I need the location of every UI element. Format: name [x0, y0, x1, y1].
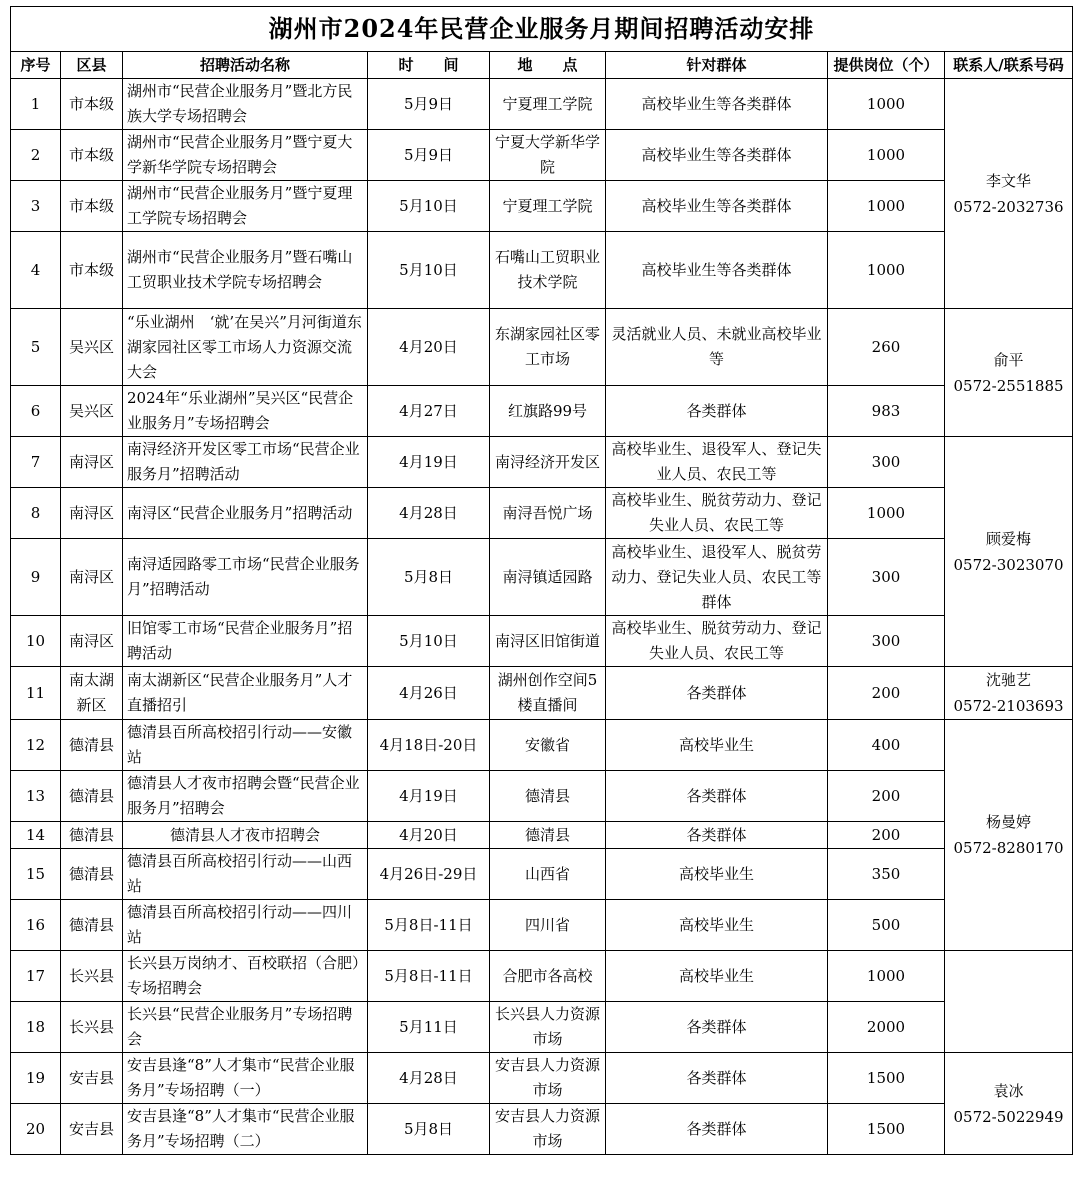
row-time: 5月8日-11日 [368, 900, 490, 951]
row-no: 16 [11, 900, 61, 951]
row-no: 5 [11, 309, 61, 386]
header-contact: 联系人/联系号码 [945, 52, 1073, 79]
row-activity-name: 德清县百所高校招引行动——安徽站 [123, 720, 368, 771]
row-positions: 1000 [828, 130, 945, 181]
row-no: 4 [11, 232, 61, 309]
contact-phone: 0572-2551885 [953, 376, 1064, 395]
table-row [11, 1104, 1073, 1155]
header-place: 地 点 [490, 52, 606, 79]
row-district: 德清县 [61, 720, 123, 771]
row-positions: 300 [828, 539, 945, 616]
row-time: 5月11日 [368, 1002, 490, 1053]
table-row [11, 822, 1073, 849]
row-place: 南浔区旧馆街道 [490, 616, 606, 667]
row-no: 14 [11, 822, 61, 849]
row-no: 12 [11, 720, 61, 771]
row-place: 安徽省 [490, 720, 606, 771]
header-target-group: 针对群体 [606, 52, 828, 79]
header-row [11, 52, 1073, 79]
contact-cell [945, 1053, 1073, 1155]
row-time: 5月8日-11日 [368, 951, 490, 1002]
row-activity-name: 长兴县万岗纳才、百校联招（合肥）专场招聘会 [123, 951, 368, 1002]
contact-cell-empty [945, 951, 1073, 1053]
row-time: 5月10日 [368, 181, 490, 232]
row-district: 市本级 [61, 79, 123, 130]
table-row [11, 181, 1073, 232]
row-target-group: 高校毕业生、退役军人、脱贫劳动力、登记失业人员、农民工等群体 [606, 539, 828, 616]
row-district: 安吉县 [61, 1104, 123, 1155]
row-district: 吴兴区 [61, 309, 123, 386]
contact-name: 俞平 [993, 350, 1024, 369]
table-row [11, 488, 1073, 539]
contact-name: 顾爱梅 [986, 529, 1032, 548]
table-row [11, 1053, 1073, 1104]
table-row [11, 232, 1073, 309]
row-target-group: 各类群体 [606, 1104, 828, 1155]
row-place: 红旗路99号 [490, 386, 606, 437]
row-time: 4月18日-20日 [368, 720, 490, 771]
row-positions: 1500 [828, 1053, 945, 1104]
row-target-group: 高校毕业生、退役军人、登记失业人员、农民工等 [606, 437, 828, 488]
table-row [11, 386, 1073, 437]
row-activity-name: 安吉县逢“8”人才集市“民营企业服务月”专场招聘（一） [123, 1053, 368, 1104]
row-time: 5月10日 [368, 232, 490, 309]
row-district: 南太湖新区 [61, 667, 123, 720]
row-positions: 400 [828, 720, 945, 771]
row-activity-name: 2024年“乐业湖州”吴兴区“民营企业服务月”专场招聘会 [123, 386, 368, 437]
row-positions: 200 [828, 771, 945, 822]
row-activity-name: 湖州市“民营企业服务月”暨宁夏理工学院专场招聘会 [123, 181, 368, 232]
row-place: 合肥市各高校 [490, 951, 606, 1002]
contact-name: 沈驰艺 [986, 671, 1032, 689]
row-target-group: 高校毕业生等各类群体 [606, 130, 828, 181]
row-place: 湖州创作空间5楼直播间 [490, 667, 606, 720]
row-district: 市本级 [61, 232, 123, 309]
row-activity-name: 德清县百所高校招引行动——山西站 [123, 849, 368, 900]
row-positions: 1000 [828, 79, 945, 130]
row-place: 东湖家园社区零工市场 [490, 309, 606, 386]
row-district: 市本级 [61, 181, 123, 232]
row-place: 南浔吾悦广场 [490, 488, 606, 539]
row-no: 1 [11, 79, 61, 130]
row-positions: 500 [828, 900, 945, 951]
row-target-group: 高校毕业生 [606, 951, 828, 1002]
row-activity-name: 湖州市“民营企业服务月”暨宁夏大学新华学院专场招聘会 [123, 130, 368, 181]
recruitment-schedule-sheet [10, 6, 1072, 1155]
row-target-group: 各类群体 [606, 667, 828, 720]
row-activity-name: 南浔经济开发区零工市场“民营企业服务月”招聘活动 [123, 437, 368, 488]
row-district: 长兴县 [61, 1002, 123, 1053]
row-time: 4月19日 [368, 437, 490, 488]
row-positions: 983 [828, 386, 945, 437]
table-row [11, 309, 1073, 386]
contact-cell [945, 437, 1073, 667]
row-target-group: 高校毕业生、脱贫劳动力、登记失业人员、农民工等 [606, 616, 828, 667]
table-row [11, 437, 1073, 488]
row-target-group: 高校毕业生 [606, 720, 828, 771]
row-time: 5月9日 [368, 130, 490, 181]
contact-name: 李文华 [986, 171, 1032, 190]
row-place: 长兴县人力资源市场 [490, 1002, 606, 1053]
row-place: 宁夏理工学院 [490, 181, 606, 232]
contact-name: 杨曼婷 [986, 813, 1032, 831]
table-row [11, 539, 1073, 616]
row-activity-name: 湖州市“民营企业服务月”暨石嘴山工贸职业技术学院专场招聘会 [123, 232, 368, 309]
table-row [11, 130, 1073, 181]
row-positions: 1000 [828, 181, 945, 232]
row-district: 南浔区 [61, 488, 123, 539]
row-place: 德清县 [490, 822, 606, 849]
header-no: 序号 [11, 52, 61, 79]
contact-cell [945, 667, 1073, 720]
row-activity-name: 南浔区“民营企业服务月”招聘活动 [123, 488, 368, 539]
row-positions: 1000 [828, 232, 945, 309]
row-activity-name: 德清县人才夜市招聘会暨“民营企业服务月”招聘会 [123, 771, 368, 822]
row-time: 5月10日 [368, 616, 490, 667]
row-district: 德清县 [61, 771, 123, 822]
contact-name: 袁冰 [993, 1081, 1024, 1100]
header-positions: 提供岗位（个） [828, 52, 945, 79]
row-district: 德清县 [61, 900, 123, 951]
row-no: 6 [11, 386, 61, 437]
row-target-group: 灵活就业人员、未就业高校毕业等 [606, 309, 828, 386]
contact-phone: 0572-2103693 [953, 697, 1064, 715]
row-time: 4月28日 [368, 1053, 490, 1104]
table-row [11, 616, 1073, 667]
row-no: 20 [11, 1104, 61, 1155]
row-target-group: 高校毕业生等各类群体 [606, 79, 828, 130]
table-row [11, 771, 1073, 822]
table-row [11, 720, 1073, 771]
row-target-group: 各类群体 [606, 1053, 828, 1104]
row-no: 3 [11, 181, 61, 232]
row-time: 4月26日-29日 [368, 849, 490, 900]
row-district: 德清县 [61, 822, 123, 849]
header-time: 时 间 [368, 52, 490, 79]
row-activity-name: 德清县百所高校招引行动——四川站 [123, 900, 368, 951]
row-activity-name: 德清县人才夜市招聘会 [123, 822, 368, 849]
row-target-group: 各类群体 [606, 822, 828, 849]
row-time: 4月27日 [368, 386, 490, 437]
row-target-group: 各类群体 [606, 771, 828, 822]
row-place: 南浔经济开发区 [490, 437, 606, 488]
row-target-group: 高校毕业生、脱贫劳动力、登记失业人员、农民工等 [606, 488, 828, 539]
row-activity-name: “乐业湖州 ‘就’在吴兴”月河街道东湖家园社区零工市场人力资源交流大会 [123, 309, 368, 386]
row-no: 19 [11, 1053, 61, 1104]
table-row [11, 849, 1073, 900]
row-positions: 350 [828, 849, 945, 900]
row-no: 11 [11, 667, 61, 720]
table-row [11, 951, 1073, 1002]
row-time: 5月9日 [368, 79, 490, 130]
row-no: 18 [11, 1002, 61, 1053]
row-activity-name: 湖州市“民营企业服务月”暨北方民族大学专场招聘会 [123, 79, 368, 130]
row-place: 宁夏大学新华学院 [490, 130, 606, 181]
table-row [11, 1002, 1073, 1053]
row-target-group: 高校毕业生等各类群体 [606, 232, 828, 309]
table-row [11, 667, 1073, 720]
contact-phone: 0572-3023070 [953, 555, 1064, 574]
header-district: 区县 [61, 52, 123, 79]
row-positions: 200 [828, 822, 945, 849]
row-activity-name: 长兴县“民营企业服务月”专场招聘会 [123, 1002, 368, 1053]
row-no: 7 [11, 437, 61, 488]
row-no: 17 [11, 951, 61, 1002]
row-district: 南浔区 [61, 437, 123, 488]
row-no: 10 [11, 616, 61, 667]
row-district: 吴兴区 [61, 386, 123, 437]
row-positions: 260 [828, 309, 945, 386]
row-district: 南浔区 [61, 539, 123, 616]
row-district: 安吉县 [61, 1053, 123, 1104]
row-activity-name: 安吉县逢“8”人才集市“民营企业服务月”专场招聘（二） [123, 1104, 368, 1155]
row-place: 南浔镇适园路 [490, 539, 606, 616]
row-district: 市本级 [61, 130, 123, 181]
contact-phone: 0572-2032736 [953, 197, 1064, 216]
row-place: 石嘴山工贸职业技术学院 [490, 232, 606, 309]
recruitment-table [10, 6, 1073, 1155]
table-row [11, 900, 1073, 951]
row-activity-name: 南浔适园路零工市场“民营企业服务月”招聘活动 [123, 539, 368, 616]
row-district: 长兴县 [61, 951, 123, 1002]
contact-cell [945, 309, 1073, 437]
row-activity-name: 南太湖新区“民营企业服务月”人才直播招引 [123, 667, 368, 720]
row-positions: 1000 [828, 488, 945, 539]
row-time: 5月8日 [368, 1104, 490, 1155]
header-activity-name: 招聘活动名称 [123, 52, 368, 79]
row-positions: 1500 [828, 1104, 945, 1155]
row-target-group: 各类群体 [606, 386, 828, 437]
row-no: 2 [11, 130, 61, 181]
row-target-group: 高校毕业生等各类群体 [606, 181, 828, 232]
row-no: 13 [11, 771, 61, 822]
page-title: 湖州市2024年民营企业服务月期间招聘活动安排 [11, 7, 1073, 52]
row-district: 德清县 [61, 849, 123, 900]
row-district: 南浔区 [61, 616, 123, 667]
row-positions: 1000 [828, 951, 945, 1002]
row-place: 四川省 [490, 900, 606, 951]
contact-cell [945, 79, 1073, 309]
contact-phone: 0572-8280170 [953, 839, 1064, 857]
row-place: 德清县 [490, 771, 606, 822]
table-row [11, 79, 1073, 130]
row-time: 4月20日 [368, 822, 490, 849]
row-positions: 300 [828, 437, 945, 488]
row-place: 宁夏理工学院 [490, 79, 606, 130]
row-time: 4月20日 [368, 309, 490, 386]
row-target-group: 各类群体 [606, 1002, 828, 1053]
row-time: 4月26日 [368, 667, 490, 720]
row-place: 山西省 [490, 849, 606, 900]
row-positions: 200 [828, 667, 945, 720]
row-place: 安吉县人力资源市场 [490, 1104, 606, 1155]
row-no: 9 [11, 539, 61, 616]
row-positions: 300 [828, 616, 945, 667]
row-time: 4月19日 [368, 771, 490, 822]
row-place: 安吉县人力资源市场 [490, 1053, 606, 1104]
row-time: 5月8日 [368, 539, 490, 616]
contact-phone: 0572-5022949 [953, 1107, 1064, 1126]
row-target-group: 高校毕业生 [606, 900, 828, 951]
row-target-group: 高校毕业生 [606, 849, 828, 900]
row-positions: 2000 [828, 1002, 945, 1053]
contact-cell [945, 720, 1073, 951]
row-no: 15 [11, 849, 61, 900]
row-activity-name: 旧馆零工市场“民营企业服务月”招聘活动 [123, 616, 368, 667]
row-time: 4月28日 [368, 488, 490, 539]
row-no: 8 [11, 488, 61, 539]
